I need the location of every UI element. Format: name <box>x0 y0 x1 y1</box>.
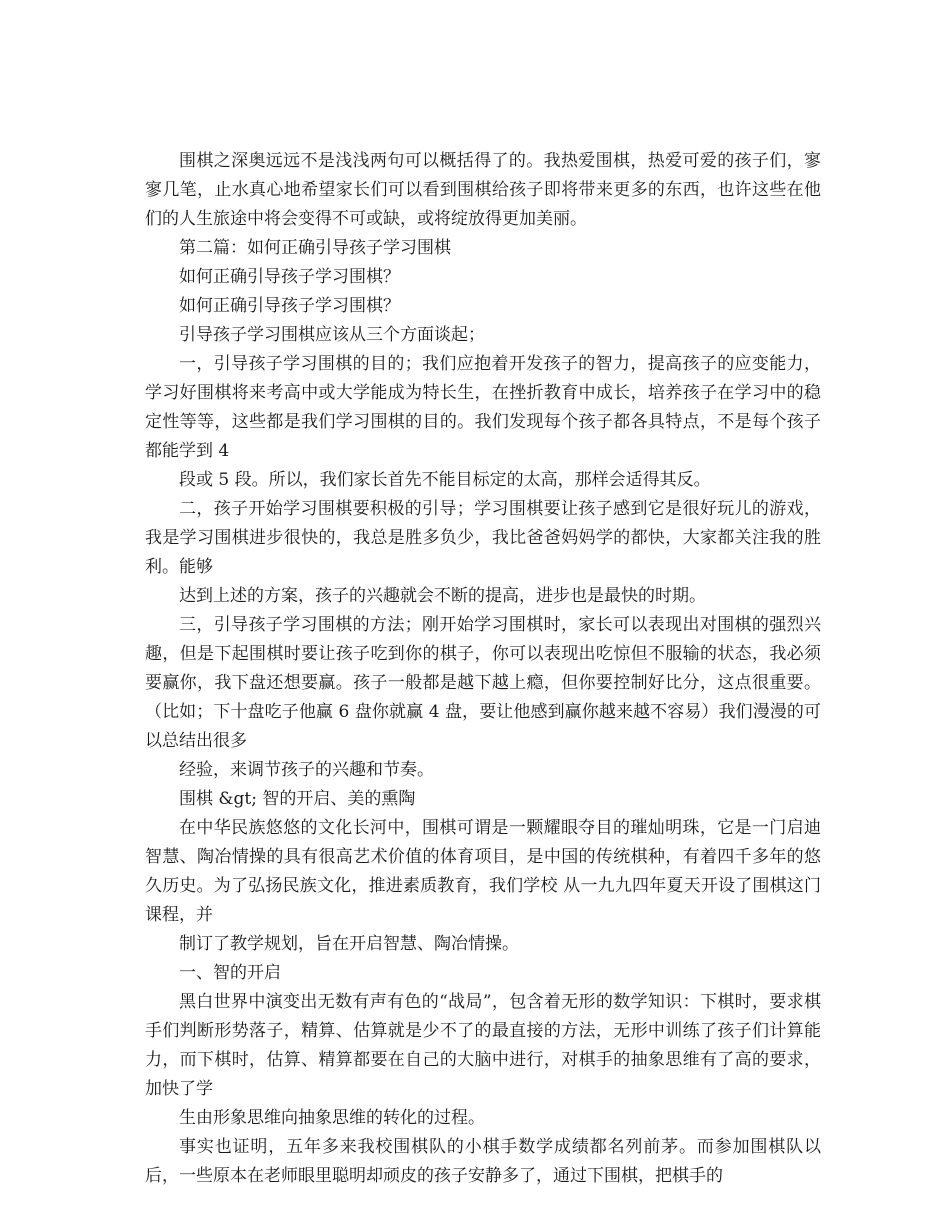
paragraph: 二，孩子开始学习围棋要积极的引导；学习围棋要让孩子感到它是很好玩儿的游戏，我是学习围棋进步很快的，我总是胜多负少，我比爸爸妈妈学的都快，大家都关注我的胜利。能够 <box>145 499 821 577</box>
paragraph: 三，引导孩子学习围棋的方法；刚开始学习围棋时，家长可以表现出对围棋的强烈兴趣，但是下起围棋时要让孩子吃到你的棋子，你可以表现出吃惊但不服输的状态，我必须要赢你，我下盘还想要赢。孩子一般都是越下越上瘾，但你要控制好比分，这点很重要。（比如；下十盘吃子他赢 6 盘你就赢 4 盘，要让他感到赢你越来越不容易）我们漫漫的可以总结出很多 <box>145 615 821 751</box>
paragraph: 如何正确引导孩子学习围棋？ <box>179 267 400 287</box>
document-body <box>145 147 821 1191</box>
paragraph: 段或 5 段。所以，我们家长首先不能目标定的太高，那样会适得其反。 <box>179 470 711 490</box>
paragraph: 黑白世界中演变出无数有声有色的“战局”，包含着无形的数学知识：下棋时，要求棋手们判断形势落子，精算、估算就是少不了的最直接的方法，无形中训练了孩子们计算能力，而下棋时，估算、精算都要在自己的大脑中进行，对棋手的抽象思维有了高的要求，加快了学 <box>145 992 821 1099</box>
paragraph: 经验，来调节孩子的兴趣和节奏。 <box>179 760 434 780</box>
paragraph: 第二篇：如何正确引导孩子学习围棋 <box>179 238 451 258</box>
paragraph: 一、智的开启 <box>179 963 281 983</box>
paragraph: 达到上述的方案，孩子的兴趣就会不断的提高，进步也是最快的时期。 <box>179 586 706 606</box>
paragraph: 如何正确引导孩子学习围棋？ <box>179 296 400 316</box>
paragraph: 制订了教学规划，旨在开启智慧、陶冶情操。 <box>179 934 519 954</box>
paragraph: 围棋 &gt; 智的开启、美的熏陶 <box>179 789 416 809</box>
paragraph: 围棋之深奥远远不是浅浅两句可以概括得了的。我热爱围棋，热爱可爱的孩子们，寥寥几笔，止水真心地希望家长们可以看到围棋给孩子即将带来更多的东西，也许这些在他们的人生旅途中将会变得不可或缺，或将绽放得更加美丽。 <box>145 151 821 229</box>
paragraph: 事实也证明，五年多来我校围棋队的小棋手数学成绩都名列前茅。而参加围棋队以后，一些原本在老师眼里聪明却顽皮的孩子安静多了，通过下围棋，把棋手的 <box>145 1137 821 1186</box>
paragraph: 一，引导孩子学习围棋的目的；我们应抱着开发孩子的智力，提高孩子的应变能力，学习好围棋将来考高中或大学能成为特长生，在挫折教育中成长，培养孩子在学习中的稳定性等等，这些都是我们学习围棋的目的。我们发现每个孩子都各具特点，不是每个孩子都能学到 4 <box>145 354 821 461</box>
paragraph: 在中华民族悠悠的文化长河中，围棋可谓是一颗耀眼夺目的璀灿明珠，它是一门启迪智慧、陶冶情操的具有很高艺术价值的体育项目，是中国的传统棋种，有着四千多年的悠久历史。为了弘扬民族文化，推进素质教育，我们学校 从一九九四年夏天开设了围棋这门课程，并 <box>145 818 821 925</box>
paragraph: 引导孩子学习围棋应该从三个方面谈起； <box>179 325 485 345</box>
paragraph: 生由形象思维向抽象思维的转化的过程。 <box>179 1108 485 1128</box>
